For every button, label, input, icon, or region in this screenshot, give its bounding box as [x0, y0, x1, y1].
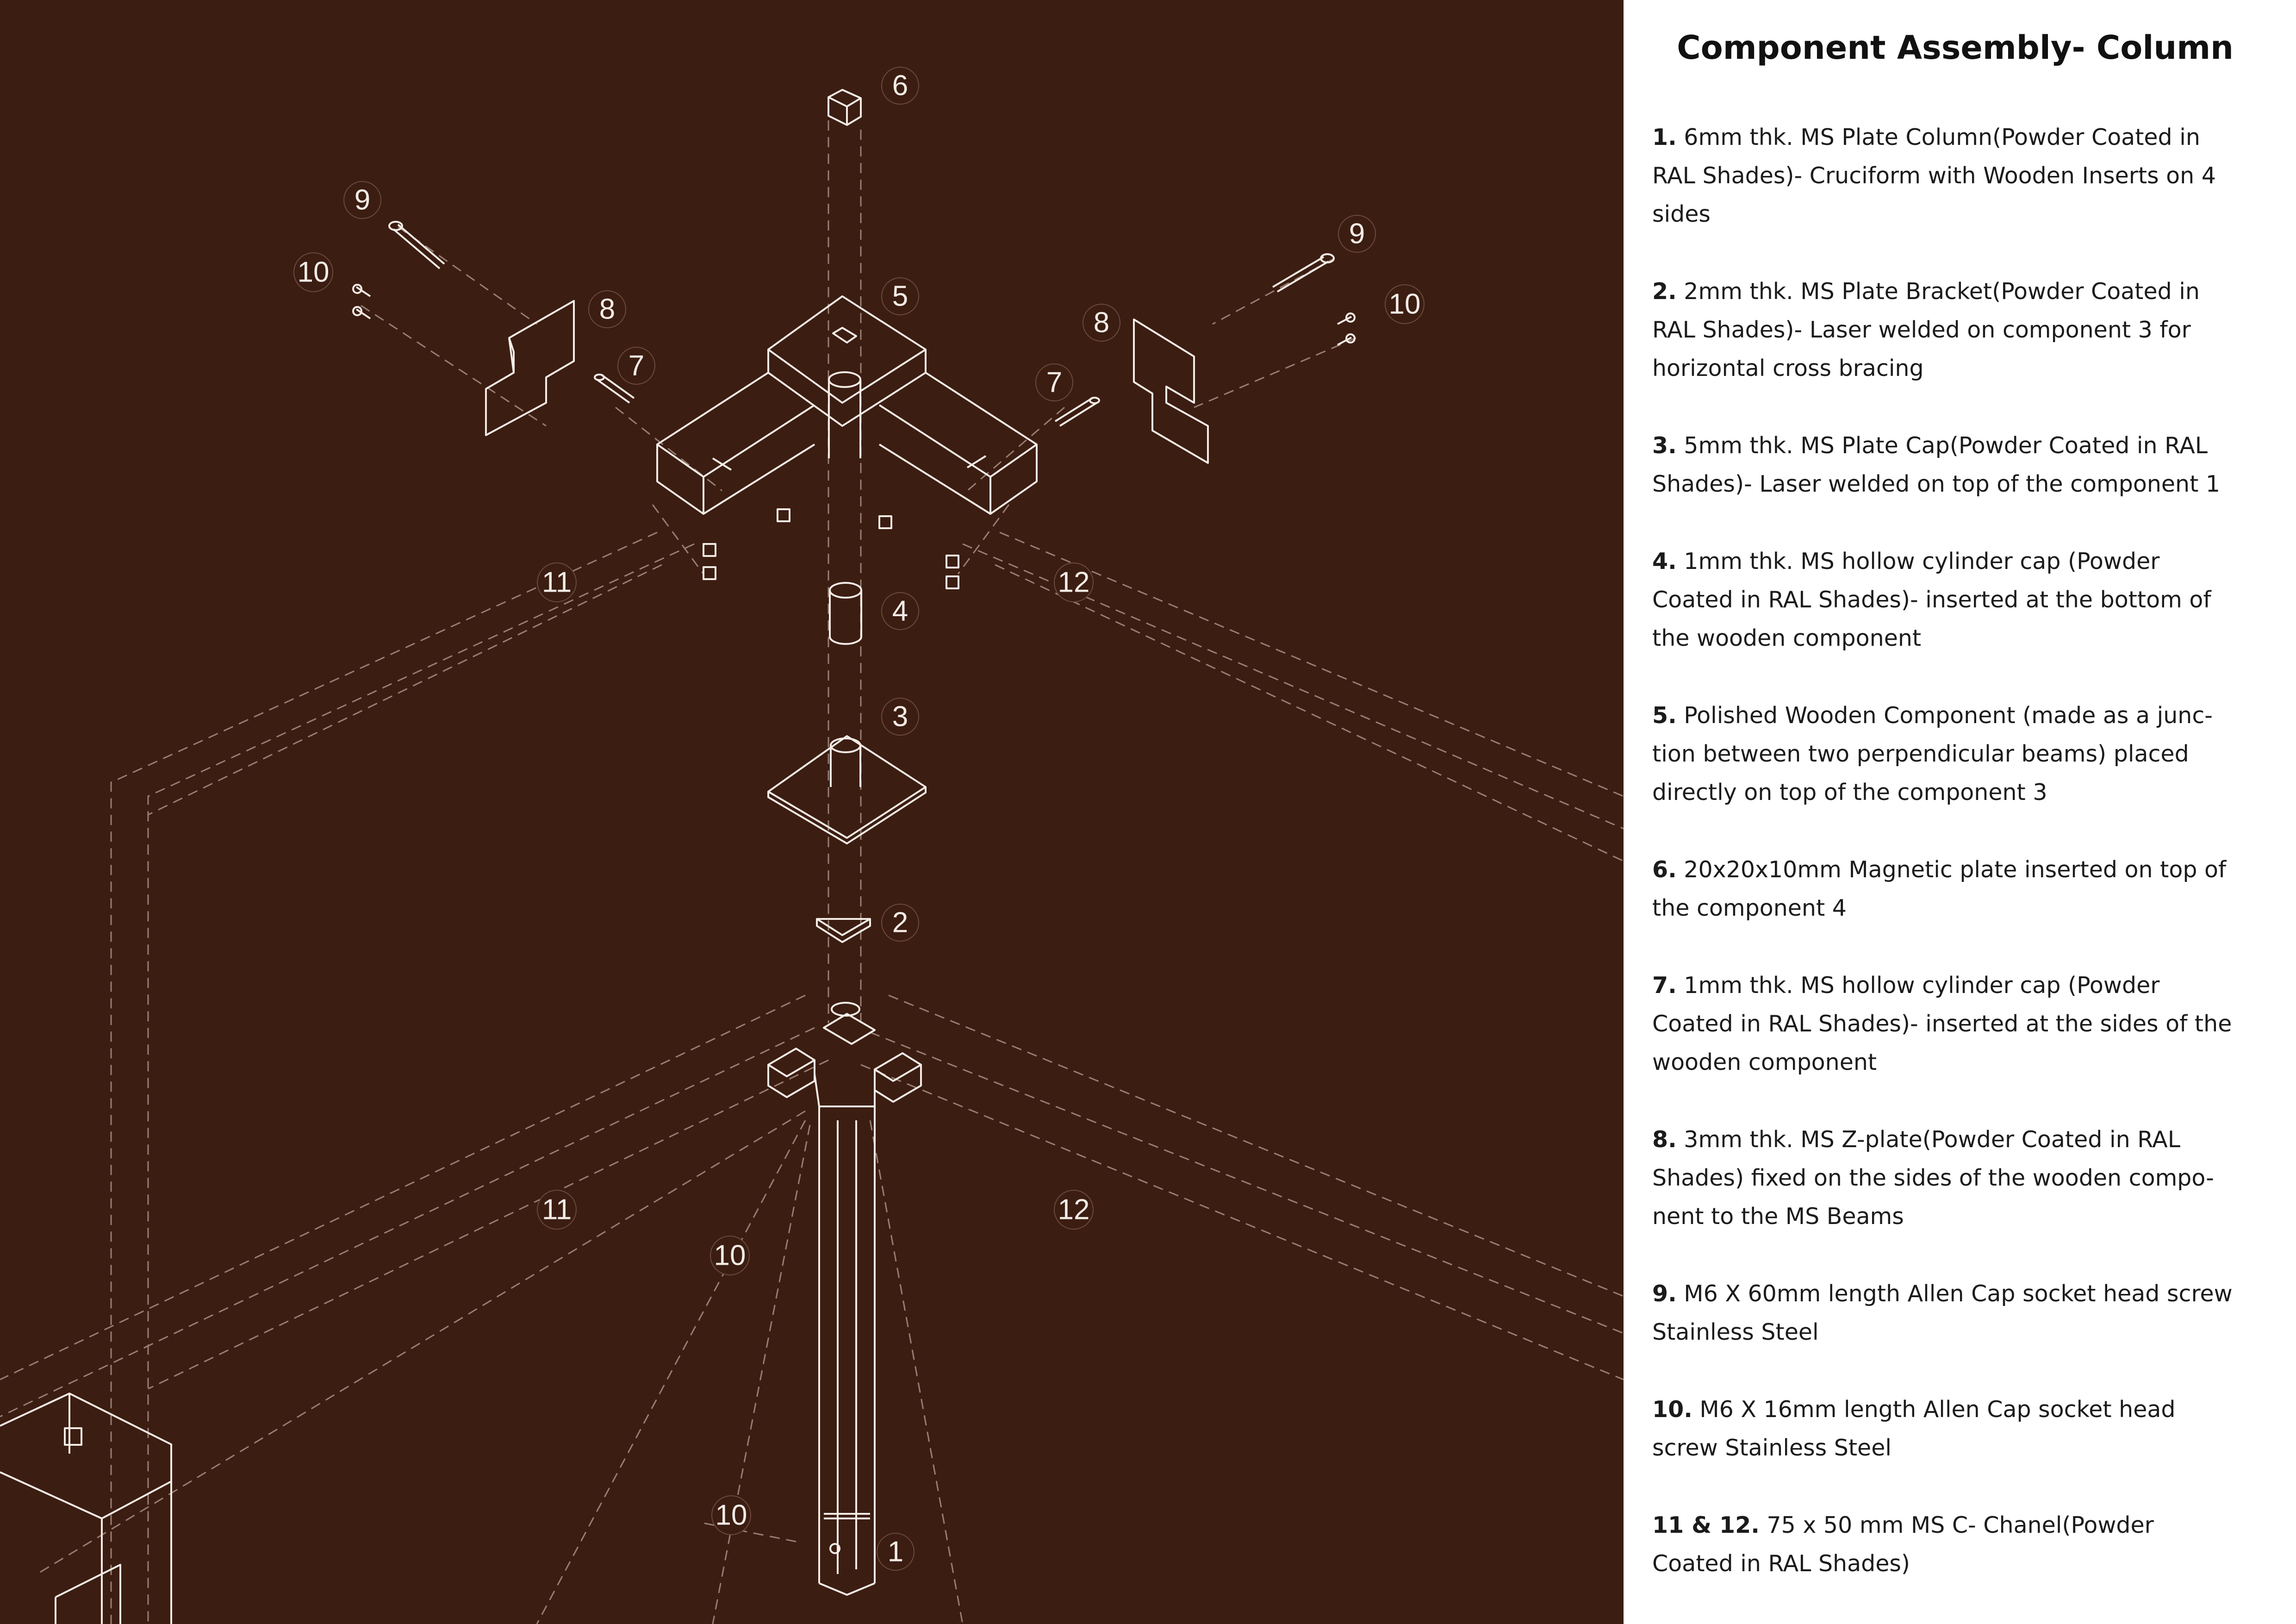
callout-6 — [882, 67, 919, 104]
callout-10-left — [294, 253, 333, 292]
svg-text:10: 10 — [714, 1239, 746, 1272]
note-item — [1652, 542, 2238, 657]
pin-7-right — [1055, 398, 1099, 426]
callout-10-bottom — [712, 1496, 751, 1535]
note-item — [1652, 1390, 2238, 1467]
svg-text:8: 8 — [1093, 306, 1110, 339]
callout-11-upper — [537, 563, 576, 602]
note-number: 5. — [1652, 702, 1677, 729]
callout-12-upper — [1054, 563, 1093, 602]
note-item — [1652, 1506, 2238, 1583]
callout-8-left — [589, 291, 626, 328]
svg-text:7: 7 — [1046, 366, 1063, 399]
callout-7-right — [1036, 364, 1073, 401]
note-number: 4. — [1652, 548, 1677, 575]
callout-12-lower — [1054, 1190, 1093, 1229]
cylinder-cap-4 — [830, 583, 861, 644]
svg-text:9: 9 — [1349, 218, 1365, 250]
svg-text:1: 1 — [887, 1536, 904, 1568]
note-number: 11 & 12. — [1652, 1512, 1760, 1538]
callout-2 — [882, 904, 919, 941]
magnetic-plate-6 — [828, 90, 861, 125]
callout-9-left — [344, 181, 381, 219]
callout-9-right — [1338, 215, 1375, 252]
z-plate-8-right — [1134, 319, 1208, 463]
nuts — [703, 509, 958, 588]
note-text: M6 X 16mm length Allen Cap socket head screw Stainless Steel — [1652, 1396, 2176, 1461]
callout-labels — [294, 67, 1424, 1570]
svg-text:11: 11 — [541, 1193, 572, 1226]
note-text: 5mm thk. MS Plate Cap(Powder Coated in RAL Shades)- Laser welded on top of the component 1 — [1652, 432, 2221, 497]
note-number: 7. — [1652, 972, 1677, 999]
note-number: 2. — [1652, 278, 1677, 305]
note-text: 3mm thk. MS Z-plate(Powder Coated in RAL Shades) fixed on the sides of the wooden compo-nent to the MS Beams — [1652, 1126, 2214, 1230]
svg-text:10: 10 — [715, 1499, 747, 1531]
note-item — [1652, 272, 2238, 387]
note-text: Polished Wooden Component (made as a junc-tion between two perpendicular beams) placed directly on top of the component 3 — [1652, 702, 2213, 806]
note-number: 6. — [1652, 856, 1677, 883]
wooden-junction-5 — [657, 296, 1037, 514]
bracket-2 — [817, 919, 870, 942]
note-item — [1652, 966, 2238, 1081]
note-item — [1652, 1274, 2238, 1351]
note-text: 6mm thk. MS Plate Column(Powder Coated in RAL Shades)- Cruciform with Wooden Inserts on 4 sides — [1652, 124, 2216, 227]
svg-text:10: 10 — [297, 256, 330, 288]
callout-1 — [877, 1533, 914, 1570]
solid-components — [0, 90, 1355, 1624]
callout-7-left — [618, 347, 655, 384]
callout-10-right — [1385, 285, 1424, 324]
note-number: 3. — [1652, 432, 1677, 459]
note-number: 1. — [1652, 124, 1677, 150]
note-text: 75 x 50 mm MS C- Chanel(Powder Coated in RAL Shades) — [1652, 1512, 2154, 1577]
svg-text:4: 4 — [892, 595, 908, 627]
page-title: Component Assembly- Column — [1677, 29, 2234, 67]
svg-text:9: 9 — [354, 184, 371, 216]
note-item — [1652, 426, 2238, 503]
note-text: 1mm thk. MS hollow cylinder cap (Powder Coated in RAL Shades)- inserted at the bottom of the wooden component — [1652, 548, 2211, 651]
note-item — [1652, 850, 2238, 927]
callout-10-middle — [710, 1236, 749, 1275]
note-number: 9. — [1652, 1280, 1677, 1307]
note-number: 8. — [1652, 1126, 1677, 1153]
note-text: 1mm thk. MS hollow cylinder cap (Powder Coated in RAL Shades)- inserted at the sides of the wooden component — [1652, 972, 2232, 1075]
dashed-construction-lines — [0, 120, 1624, 1624]
legend-panel — [1624, 0, 2296, 1624]
callout-3 — [882, 698, 919, 735]
note-item — [1652, 118, 2238, 233]
note-text: 20x20x10mm Magnetic plate inserted on top of the component 4 — [1652, 856, 2227, 921]
svg-text:7: 7 — [628, 350, 645, 382]
screws-10 — [353, 285, 1355, 345]
svg-text:5: 5 — [892, 280, 908, 312]
note-text: 2mm thk. MS Plate Bracket(Powder Coated in RAL Shades)- Laser welded on component 3 for horizontal cross bracing — [1652, 278, 2200, 381]
callout-5 — [882, 278, 919, 315]
component-notes-list — [1652, 118, 2238, 1622]
svg-text:10: 10 — [1388, 288, 1421, 320]
screw-9-left — [389, 222, 444, 269]
callout-11-lower — [537, 1190, 576, 1229]
column-1 — [768, 1003, 921, 1595]
callout-8-right — [1083, 304, 1120, 341]
svg-text:3: 3 — [892, 700, 908, 733]
svg-text:6: 6 — [892, 69, 908, 102]
plate-cap-3 — [768, 736, 926, 843]
svg-text:12: 12 — [1058, 1193, 1090, 1226]
note-item — [1652, 696, 2238, 812]
svg-text:12: 12 — [1058, 566, 1090, 599]
svg-text:2: 2 — [892, 906, 908, 939]
note-number: 10. — [1652, 1396, 1692, 1423]
note-item — [1652, 1120, 2238, 1236]
callout-4 — [882, 593, 919, 630]
note-text: M6 X 60mm length Allen Cap socket head screw Stainless Steel — [1652, 1280, 2233, 1345]
svg-text:8: 8 — [599, 293, 616, 325]
svg-text:11: 11 — [541, 566, 572, 599]
